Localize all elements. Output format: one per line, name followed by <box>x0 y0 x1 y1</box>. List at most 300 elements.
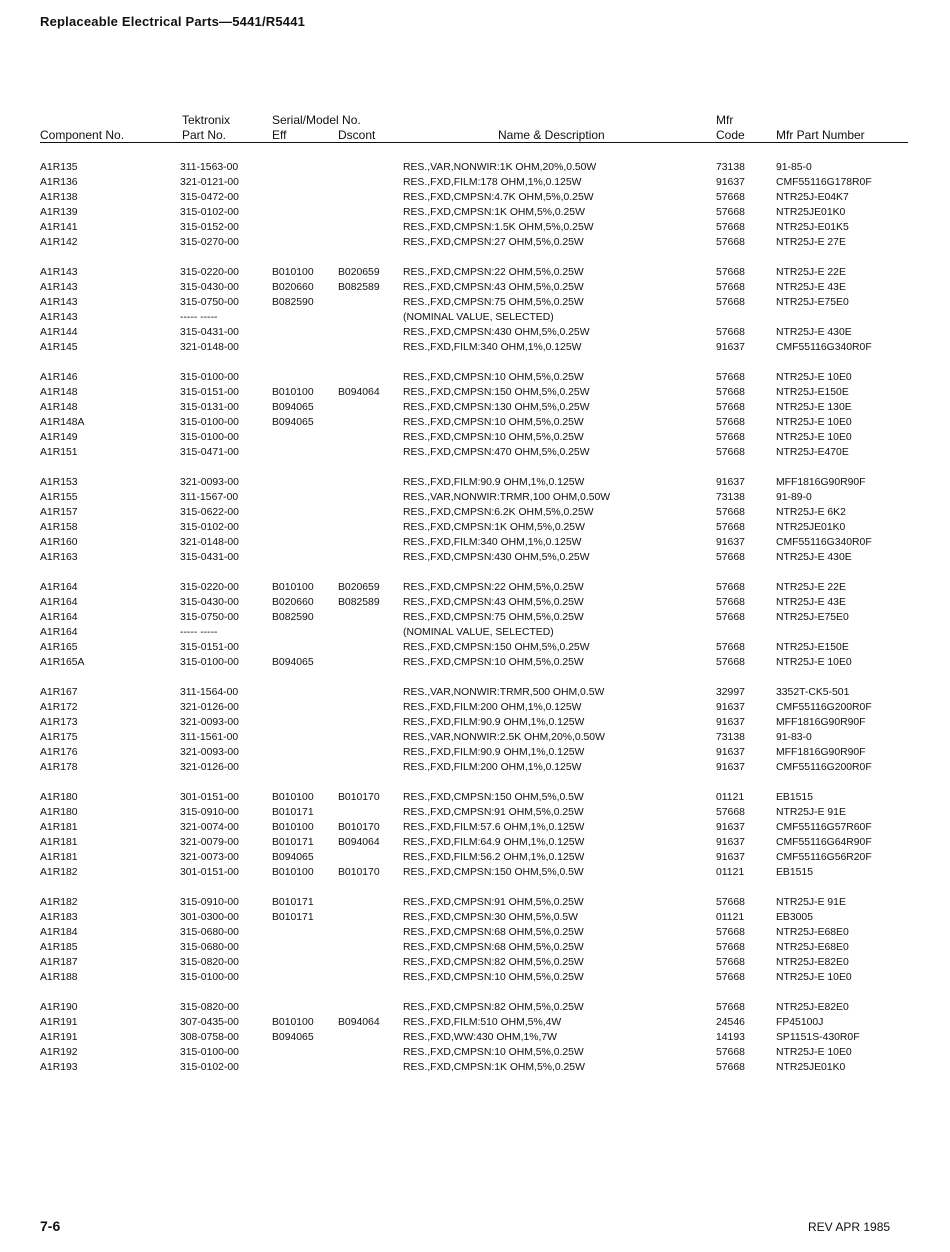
name-description-cell: RES.,FXD,FILM:57.6 OHM,1%,0.125W <box>403 822 585 833</box>
tek-part-no-cell: 315-0100-00 <box>180 432 239 443</box>
mfr-part-number-cell: CMF55116G178R0F <box>776 177 872 188</box>
name-description-cell: RES.,FXD,CMPSN:10 OHM,5%,0.25W <box>403 372 584 383</box>
mfr-code-cell: 57668 <box>716 192 745 203</box>
name-description-cell: RES.,FXD,CMPSN:150 OHM,5%,0.5W <box>403 792 584 803</box>
component-no-cell: A1R181 <box>40 852 78 863</box>
mfr-part-number-cell: NTR25J-E04K7 <box>776 192 849 203</box>
tek-part-no-cell: 315-0100-00 <box>180 972 239 983</box>
tek-part-no-cell: 321-0121-00 <box>180 177 239 188</box>
name-description-cell: RES.,FXD,CMPSN:22 OHM,5%,0.25W <box>403 267 584 278</box>
mfr-part-number-cell: EB1515 <box>776 792 813 803</box>
name-description-cell: RES.,FXD,CMPSN:82 OHM,5%,0.25W <box>403 957 584 968</box>
mfr-code-cell: 57668 <box>716 1002 745 1013</box>
mfr-part-number-cell: NTR25JE01K0 <box>776 522 846 533</box>
col-header-mfr-code: Code <box>716 128 745 142</box>
tek-part-no-cell: 321-0148-00 <box>180 342 239 353</box>
name-description-cell: RES.,FXD,CMPSN:1K OHM,5%,0.25W <box>403 1062 585 1073</box>
table-row <box>0 190 950 205</box>
table-row <box>0 205 950 220</box>
serial-eff-cell: B010171 <box>272 807 314 818</box>
tek-part-no-cell: 308-0758-00 <box>180 1032 239 1043</box>
row-group <box>0 160 950 250</box>
name-description-cell: RES.,FXD,CMPSN:430 OHM,5%,0.25W <box>403 552 590 563</box>
tek-part-no-cell: 315-0431-00 <box>180 552 239 563</box>
table-row <box>0 625 950 640</box>
mfr-part-number-cell: NTR25J-E 130E <box>776 402 852 413</box>
tek-part-no-cell: ----- ----- <box>180 312 218 323</box>
mfr-part-number-cell: NTR25J-E75E0 <box>776 612 849 623</box>
component-no-cell: A1R193 <box>40 1062 78 1073</box>
col-header-tektronix: Tektronix <box>182 113 231 127</box>
name-description-cell: RES.,FXD,CMPSN:30 OHM,5%,0.5W <box>403 912 578 923</box>
component-no-cell: A1R138 <box>40 192 78 203</box>
table-row <box>0 910 950 925</box>
table-row <box>0 400 950 415</box>
tek-part-no-cell: 315-0131-00 <box>180 402 239 413</box>
tek-part-no-cell: 315-0100-00 <box>180 1047 239 1058</box>
table-row <box>0 580 950 595</box>
table-row <box>0 475 950 490</box>
tek-part-no-cell: 315-0680-00 <box>180 942 239 953</box>
tek-part-no-cell: 315-0680-00 <box>180 927 239 938</box>
component-no-cell: A1R190 <box>40 1002 78 1013</box>
mfr-code-cell: 32997 <box>716 687 745 698</box>
component-no-cell: A1R172 <box>40 702 78 713</box>
component-no-cell: A1R178 <box>40 762 78 773</box>
table-row <box>0 940 950 955</box>
mfr-part-number-cell: NTR25J-E 10E0 <box>776 432 852 443</box>
col-header-part-no: Part No. <box>182 128 227 142</box>
tek-part-no-cell: 315-0220-00 <box>180 582 239 593</box>
mfr-code-cell: 57668 <box>716 447 745 458</box>
mfr-part-number-cell: NTR25J-E 91E <box>776 807 846 818</box>
mfr-part-number-cell: NTR25J-E 27E <box>776 237 846 248</box>
table-row <box>0 925 950 940</box>
mfr-part-number-cell: NTR25J-E150E <box>776 642 849 653</box>
mfr-code-cell: 01121 <box>716 912 745 923</box>
tek-part-no-cell: 315-0472-00 <box>180 192 239 203</box>
name-description-cell: RES.,FXD,FILM:340 OHM,1%,0.125W <box>403 342 582 353</box>
table-row <box>0 715 950 730</box>
name-description-cell: RES.,FXD,FILM:90.9 OHM,1%,0.125W <box>403 747 585 758</box>
mfr-code-cell: 57668 <box>716 417 745 428</box>
mfr-code-cell: 57668 <box>716 207 745 218</box>
mfr-part-number-cell: MFF1816G90R90F <box>776 477 866 488</box>
name-description-cell: RES.,FXD,CMPSN:27 OHM,5%,0.25W <box>403 237 584 248</box>
mfr-part-number-cell: NTR25J-E 6K2 <box>776 507 846 518</box>
component-no-cell: A1R143 <box>40 297 78 308</box>
serial-dscont-cell: B010170 <box>338 867 380 878</box>
component-no-cell: A1R148 <box>40 402 78 413</box>
mfr-code-cell: 57668 <box>716 297 745 308</box>
mfr-code-cell: 57668 <box>716 402 745 413</box>
serial-dscont-cell: B020659 <box>338 582 380 593</box>
table-row <box>0 430 950 445</box>
mfr-part-number-cell: CMF55116G340R0F <box>776 537 872 548</box>
tek-part-no-cell: 311-1563-00 <box>180 162 239 173</box>
serial-dscont-cell: B010170 <box>338 792 380 803</box>
mfr-code-cell: 57668 <box>716 387 745 398</box>
component-no-cell: A1R148A <box>40 417 85 428</box>
row-group <box>0 580 950 670</box>
tek-part-no-cell: 315-0430-00 <box>180 597 239 608</box>
table-row <box>0 535 950 550</box>
mfr-part-number-cell: NTR25J-E 10E0 <box>776 417 852 428</box>
component-no-cell: A1R153 <box>40 477 78 488</box>
component-no-cell: A1R176 <box>40 747 78 758</box>
name-description-cell: RES.,FXD,CMPSN:43 OHM,5%,0.25W <box>403 282 584 293</box>
mfr-part-number-cell: NTR25J-E68E0 <box>776 927 849 938</box>
table-row <box>0 1030 950 1045</box>
name-description-cell: RES.,FXD,CMPSN:91 OHM,5%,0.25W <box>403 807 584 818</box>
component-no-cell: A1R155 <box>40 492 78 503</box>
component-no-cell: A1R142 <box>40 237 78 248</box>
name-description-cell: RES.,FXD,CMPSN:6.2K OHM,5%,0.25W <box>403 507 594 518</box>
page-number: 7-6 <box>40 1218 61 1234</box>
table-row <box>0 1000 950 1015</box>
name-description-cell: RES.,FXD,CMPSN:470 OHM,5%,0.25W <box>403 447 590 458</box>
tek-part-no-cell: 315-0430-00 <box>180 282 239 293</box>
table-row <box>0 1045 950 1060</box>
name-description-cell: RES.,FXD,CMPSN:1K OHM,5%,0.25W <box>403 207 585 218</box>
tek-part-no-cell: 321-0093-00 <box>180 747 239 758</box>
col-header-component: Component No. <box>40 128 125 142</box>
serial-eff-cell: B010100 <box>272 867 314 878</box>
serial-eff-cell: B010100 <box>272 582 314 593</box>
tek-part-no-cell: 321-0126-00 <box>180 702 239 713</box>
component-no-cell: A1R164 <box>40 612 78 623</box>
mfr-code-cell: 57668 <box>716 552 745 563</box>
mfr-code-cell: 57668 <box>716 957 745 968</box>
table-row <box>0 850 950 865</box>
row-group <box>0 685 950 775</box>
table-row <box>0 175 950 190</box>
mfr-part-number-cell: CMF55116G200R0F <box>776 762 872 773</box>
table-row <box>0 790 950 805</box>
tek-part-no-cell: 315-0820-00 <box>180 1002 239 1013</box>
mfr-code-cell: 57668 <box>716 282 745 293</box>
table-row <box>0 955 950 970</box>
mfr-code-cell: 91637 <box>716 177 745 188</box>
mfr-code-cell: 57668 <box>716 432 745 443</box>
mfr-code-cell: 57668 <box>716 1047 745 1058</box>
mfr-code-cell: 57668 <box>716 897 745 908</box>
mfr-code-cell: 57668 <box>716 642 745 653</box>
row-group <box>0 895 950 985</box>
table-row <box>0 295 950 310</box>
component-no-cell: A1R182 <box>40 897 78 908</box>
table-row <box>0 640 950 655</box>
mfr-code-cell: 57668 <box>716 507 745 518</box>
tek-part-no-cell: 321-0093-00 <box>180 477 239 488</box>
mfr-part-number-cell: NTR25J-E 430E <box>776 552 852 563</box>
serial-eff-cell: B010171 <box>272 897 314 908</box>
name-description-cell: RES.,FXD,FILM:178 OHM,1%,0.125W <box>403 177 582 188</box>
table-row <box>0 805 950 820</box>
name-description-cell: RES.,VAR,NONWIR:TRMR,100 OHM,0.50W <box>403 492 611 503</box>
mfr-part-number-cell: NTR25J-E 91E <box>776 897 846 908</box>
row-group <box>0 790 950 880</box>
mfr-part-number-cell: CMF55116G200R0F <box>776 702 872 713</box>
table-row <box>0 490 950 505</box>
name-description-cell: RES.,FXD,CMPSN:1.5K OHM,5%,0.25W <box>403 222 594 233</box>
table-row <box>0 160 950 175</box>
mfr-code-cell: 57668 <box>716 267 745 278</box>
serial-eff-cell: B094065 <box>272 1032 314 1043</box>
mfr-part-number-cell: NTR25J-E150E <box>776 387 849 398</box>
tek-part-no-cell: 321-0093-00 <box>180 717 239 728</box>
tek-part-no-cell: 315-0750-00 <box>180 297 239 308</box>
mfr-code-cell: 91637 <box>716 822 745 833</box>
component-no-cell: A1R183 <box>40 912 78 923</box>
mfr-code-cell: 57668 <box>716 327 745 338</box>
name-description-cell: RES.,FXD,CMPSN:91 OHM,5%,0.25W <box>403 897 584 908</box>
mfr-part-number-cell: CMF55116G340R0F <box>776 342 872 353</box>
mfr-part-number-cell: EB3005 <box>776 912 813 923</box>
component-no-cell: A1R165 <box>40 642 78 653</box>
serial-eff-cell: B010100 <box>272 267 314 278</box>
serial-dscont-cell: B010170 <box>338 822 380 833</box>
mfr-part-number-cell: NTR25J-E82E0 <box>776 1002 849 1013</box>
serial-eff-cell: B010100 <box>272 822 314 833</box>
col-header-mfr-part-number: Mfr Part Number <box>776 128 865 142</box>
name-description-cell: RES.,FXD,CMPSN:68 OHM,5%,0.25W <box>403 927 584 938</box>
mfr-code-cell: 91637 <box>716 762 745 773</box>
mfr-part-number-cell: NTR25J-E 22E <box>776 582 846 593</box>
row-group <box>0 1000 950 1075</box>
tek-part-no-cell: 315-0750-00 <box>180 612 239 623</box>
tek-part-no-cell: 315-0910-00 <box>180 807 239 818</box>
row-group <box>0 475 950 565</box>
table-row <box>0 265 950 280</box>
row-group <box>0 265 950 355</box>
table-row <box>0 655 950 670</box>
component-no-cell: A1R181 <box>40 822 78 833</box>
table-row <box>0 310 950 325</box>
serial-eff-cell: B010171 <box>272 912 314 923</box>
mfr-part-number-cell: NTR25J-E 22E <box>776 267 846 278</box>
tek-part-no-cell: 315-0102-00 <box>180 1062 239 1073</box>
component-no-cell: A1R185 <box>40 942 78 953</box>
name-description-cell: RES.,FXD,FILM:56.2 OHM,1%,0.125W <box>403 852 585 863</box>
mfr-code-cell: 01121 <box>716 867 745 878</box>
page-title: Replaceable Electrical Parts—5441/R5441 <box>40 14 306 29</box>
mfr-code-cell: 91637 <box>716 537 745 548</box>
name-description-cell: RES.,VAR,NONWIR:1K OHM,20%,0.50W <box>403 162 597 173</box>
mfr-part-number-cell: NTR25J-E01K5 <box>776 222 849 233</box>
table-row <box>0 760 950 775</box>
mfr-part-number-cell: NTR25J-E 10E0 <box>776 972 852 983</box>
component-no-cell: A1R191 <box>40 1032 78 1043</box>
table-row <box>0 865 950 880</box>
tek-part-no-cell: 315-0622-00 <box>180 507 239 518</box>
mfr-code-cell: 57668 <box>716 222 745 233</box>
table-row <box>0 970 950 985</box>
mfr-part-number-cell: 91-89-0 <box>776 492 812 503</box>
name-description-cell: RES.,FXD,FILM:90.9 OHM,1%,0.125W <box>403 717 585 728</box>
mfr-code-cell: 73138 <box>716 732 745 743</box>
component-no-cell: A1R192 <box>40 1047 78 1058</box>
name-description-cell: RES.,FXD,CMPSN:22 OHM,5%,0.25W <box>403 582 584 593</box>
table-row <box>0 700 950 715</box>
col-header-dscont: Dscont <box>338 128 376 142</box>
tek-part-no-cell: 315-0910-00 <box>180 897 239 908</box>
mfr-part-number-cell: NTR25J-E 10E0 <box>776 1047 852 1058</box>
component-no-cell: A1R164 <box>40 582 78 593</box>
mfr-code-cell: 57668 <box>716 942 745 953</box>
tek-part-no-cell: 315-0151-00 <box>180 642 239 653</box>
mfr-code-cell: 57668 <box>716 597 745 608</box>
component-no-cell: A1R191 <box>40 1017 78 1028</box>
table-row <box>0 820 950 835</box>
mfr-part-number-cell: NTR25J-E470E <box>776 447 849 458</box>
component-no-cell: A1R144 <box>40 327 78 338</box>
tek-part-no-cell: 315-0102-00 <box>180 207 239 218</box>
table-row <box>0 280 950 295</box>
name-description-cell: RES.,FXD,CMPSN:43 OHM,5%,0.25W <box>403 597 584 608</box>
mfr-code-cell: 91637 <box>716 837 745 848</box>
component-no-cell: A1R188 <box>40 972 78 983</box>
col-header-mfr: Mfr <box>716 113 734 127</box>
table-row <box>0 835 950 850</box>
name-description-cell: (NOMINAL VALUE, SELECTED) <box>403 312 554 323</box>
mfr-code-cell: 91637 <box>716 747 745 758</box>
name-description-cell: RES.,FXD,WW:430 OHM,1%,7W <box>403 1032 557 1043</box>
serial-eff-cell: B010100 <box>272 792 314 803</box>
name-description-cell: RES.,VAR,NONWIR:2.5K OHM,20%,0.50W <box>403 732 605 743</box>
mfr-code-cell: 57668 <box>716 237 745 248</box>
col-header-eff: Eff <box>272 128 287 142</box>
tek-part-no-cell: 321-0148-00 <box>180 537 239 548</box>
mfr-part-number-cell: 91-83-0 <box>776 732 812 743</box>
name-description-cell: RES.,FXD,FILM:340 OHM,1%,0.125W <box>403 537 582 548</box>
tek-part-no-cell: 301-0151-00 <box>180 867 239 878</box>
tek-part-no-cell: 315-0100-00 <box>180 372 239 383</box>
col-header-serial-model: Serial/Model No. <box>272 113 361 127</box>
serial-eff-cell: B082590 <box>272 297 314 308</box>
component-no-cell: A1R187 <box>40 957 78 968</box>
mfr-code-cell: 91637 <box>716 702 745 713</box>
mfr-code-cell: 91637 <box>716 717 745 728</box>
tek-part-no-cell: 301-0151-00 <box>180 792 239 803</box>
mfr-part-number-cell: NTR25J-E 430E <box>776 327 852 338</box>
tek-part-no-cell: 315-0431-00 <box>180 327 239 338</box>
table-row <box>0 745 950 760</box>
tek-part-no-cell: 315-0152-00 <box>180 222 239 233</box>
table-row <box>0 445 950 460</box>
tek-part-no-cell: 315-0151-00 <box>180 387 239 398</box>
tek-part-no-cell: 321-0073-00 <box>180 852 239 863</box>
mfr-code-cell: 14193 <box>716 1032 745 1043</box>
table-row <box>0 550 950 565</box>
component-no-cell: A1R182 <box>40 867 78 878</box>
mfr-part-number-cell: NTR25J-E82E0 <box>776 957 849 968</box>
name-description-cell: (NOMINAL VALUE, SELECTED) <box>403 627 554 638</box>
mfr-part-number-cell: MFF1816G90R90F <box>776 717 866 728</box>
name-description-cell: RES.,FXD,CMPSN:10 OHM,5%,0.25W <box>403 417 584 428</box>
table-row <box>0 370 950 385</box>
serial-dscont-cell: B020659 <box>338 267 380 278</box>
component-no-cell: A1R175 <box>40 732 78 743</box>
tek-part-no-cell: 315-0100-00 <box>180 657 239 668</box>
component-no-cell: A1R164 <box>40 627 78 638</box>
mfr-code-cell: 57668 <box>716 972 745 983</box>
tek-part-no-cell: 315-0100-00 <box>180 417 239 428</box>
component-no-cell: A1R163 <box>40 552 78 563</box>
component-no-cell: A1R135 <box>40 162 78 173</box>
table-row <box>0 730 950 745</box>
mfr-part-number-cell: NTR25J-E 10E0 <box>776 372 852 383</box>
serial-eff-cell: B010100 <box>272 1017 314 1028</box>
tek-part-no-cell: 315-0471-00 <box>180 447 239 458</box>
mfr-code-cell: 57668 <box>716 522 745 533</box>
mfr-code-cell: 57668 <box>716 372 745 383</box>
mfr-code-cell: 57668 <box>716 612 745 623</box>
tek-part-no-cell: 315-0270-00 <box>180 237 239 248</box>
table-row <box>0 385 950 400</box>
mfr-part-number-cell: NTR25J-E 10E0 <box>776 657 852 668</box>
revision-date: REV APR 1985 <box>808 1220 891 1234</box>
tek-part-no-cell: 307-0435-00 <box>180 1017 239 1028</box>
serial-eff-cell: B020660 <box>272 282 314 293</box>
name-description-cell: RES.,VAR,NONWIR:TRMR,500 OHM,0.5W <box>403 687 605 698</box>
component-no-cell: A1R180 <box>40 807 78 818</box>
serial-dscont-cell: B094064 <box>338 387 380 398</box>
mfr-part-number-cell: NTR25J-E 43E <box>776 282 846 293</box>
tek-part-no-cell: 321-0074-00 <box>180 822 239 833</box>
mfr-code-cell: 24546 <box>716 1017 745 1028</box>
component-no-cell: A1R164 <box>40 597 78 608</box>
table-row <box>0 325 950 340</box>
table-row <box>0 235 950 250</box>
component-no-cell: A1R143 <box>40 312 78 323</box>
serial-eff-cell: B020660 <box>272 597 314 608</box>
name-description-cell: RES.,FXD,FILM:510 OHM,5%,4W <box>403 1017 562 1028</box>
mfr-part-number-cell: 3352T-CK5-501 <box>776 687 850 698</box>
component-no-cell: A1R145 <box>40 342 78 353</box>
tek-part-no-cell: 301-0300-00 <box>180 912 239 923</box>
tek-part-no-cell: 321-0126-00 <box>180 762 239 773</box>
serial-eff-cell: B094065 <box>272 852 314 863</box>
component-no-cell: A1R180 <box>40 792 78 803</box>
tek-part-no-cell: 311-1564-00 <box>180 687 239 698</box>
mfr-code-cell: 57668 <box>716 1062 745 1073</box>
name-description-cell: RES.,FXD,CMPSN:10 OHM,5%,0.25W <box>403 972 584 983</box>
table-row <box>0 595 950 610</box>
component-no-cell: A1R157 <box>40 507 78 518</box>
tek-part-no-cell: 315-0220-00 <box>180 267 239 278</box>
name-description-cell: RES.,FXD,CMPSN:4.7K OHM,5%,0.25W <box>403 192 594 203</box>
component-no-cell: A1R160 <box>40 537 78 548</box>
mfr-code-cell: 91637 <box>716 852 745 863</box>
component-no-cell: A1R136 <box>40 177 78 188</box>
parts-table <box>0 160 950 1090</box>
serial-dscont-cell: B094064 <box>338 837 380 848</box>
serial-eff-cell: B094065 <box>272 402 314 413</box>
table-row <box>0 505 950 520</box>
name-description-cell: RES.,FXD,FILM:200 OHM,1%,0.125W <box>403 702 582 713</box>
table-row <box>0 610 950 625</box>
mfr-part-number-cell: MFF1816G90R90F <box>776 747 866 758</box>
name-description-cell: RES.,FXD,FILM:64.9 OHM,1%,0.125W <box>403 837 585 848</box>
name-description-cell: RES.,FXD,CMPSN:10 OHM,5%,0.25W <box>403 1047 584 1058</box>
mfr-code-cell: 73138 <box>716 492 745 503</box>
name-description-cell: RES.,FXD,CMPSN:10 OHM,5%,0.25W <box>403 432 584 443</box>
component-no-cell: A1R173 <box>40 717 78 728</box>
component-no-cell: A1R148 <box>40 387 78 398</box>
table-row <box>0 415 950 430</box>
component-no-cell: A1R143 <box>40 282 78 293</box>
